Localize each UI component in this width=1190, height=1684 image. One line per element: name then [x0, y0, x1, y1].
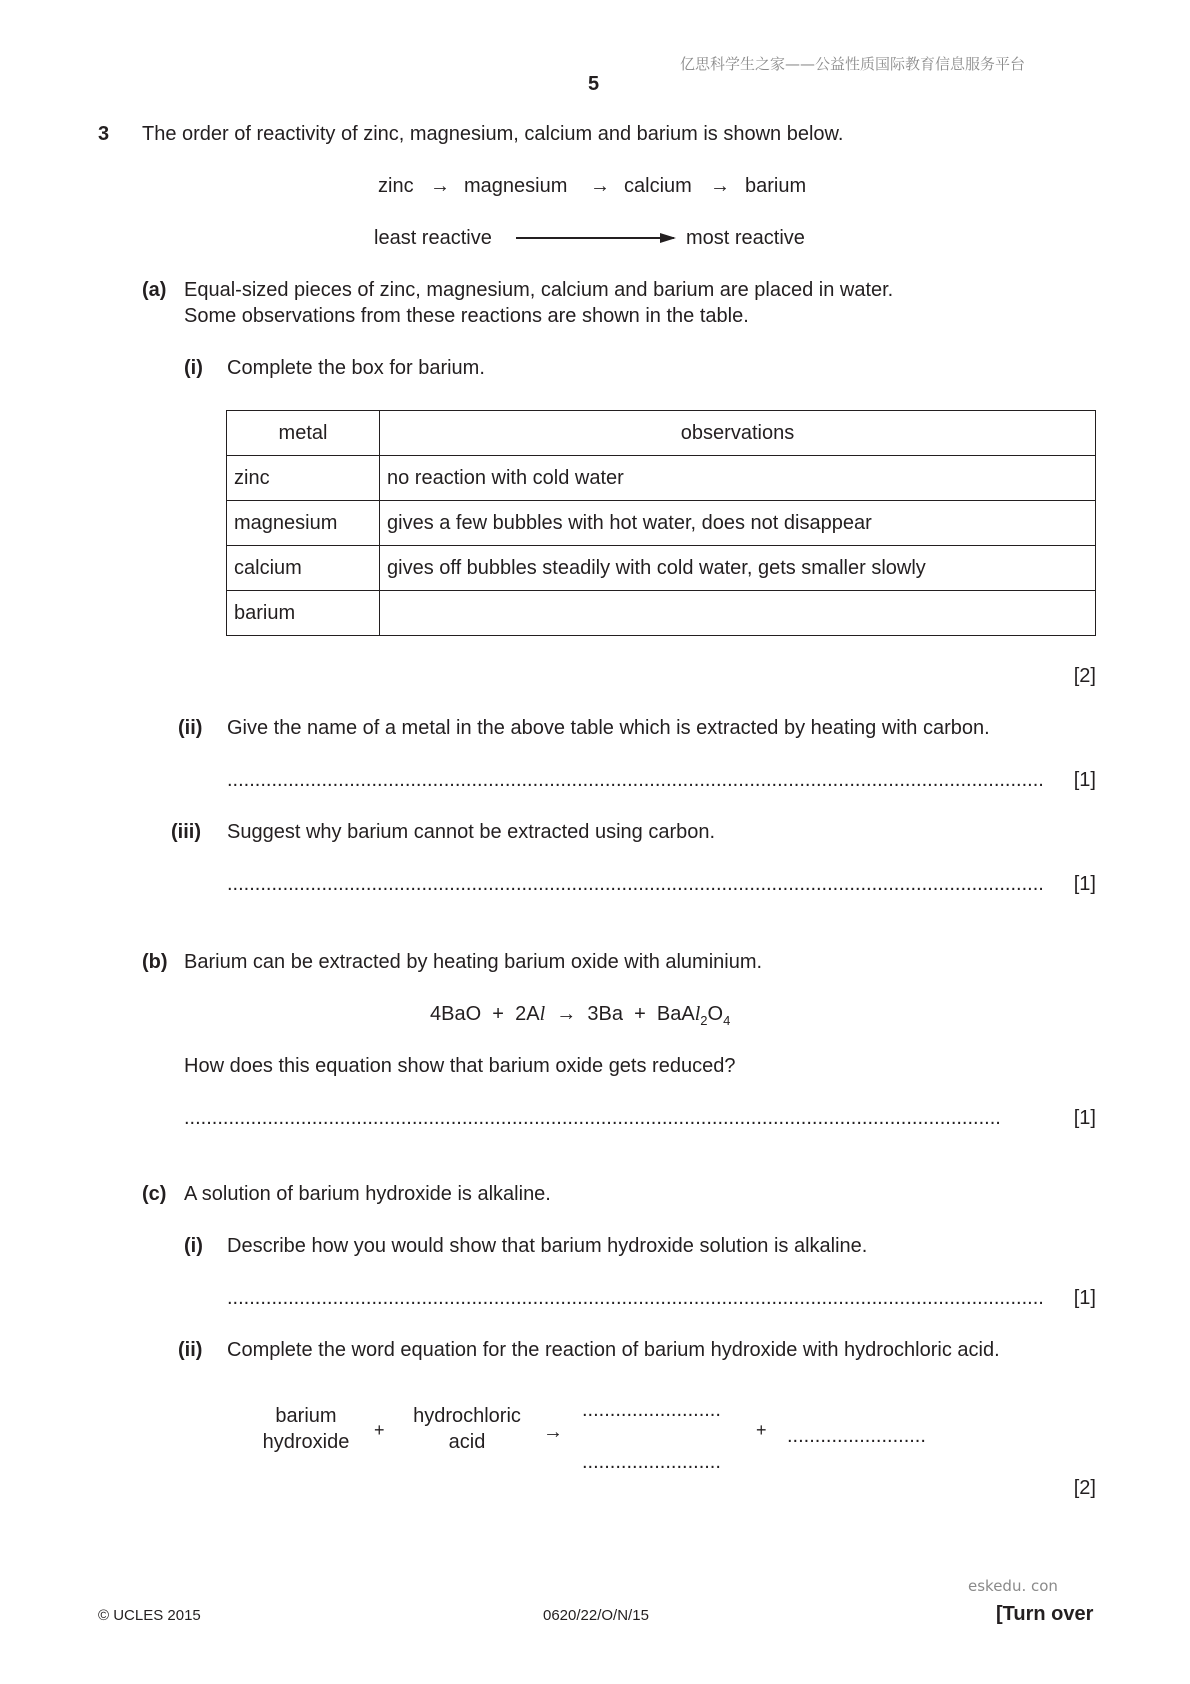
- watermark-top: 亿思科学生之家——公益性质国际教育信息服务平台: [680, 55, 1026, 73]
- part-b-answer-line[interactable]: ...................................................................................................................................................: [184, 1107, 1001, 1129]
- table-row: [227, 501, 1096, 546]
- part-a-ii-marks: [1]: [1073, 769, 1096, 791]
- part-a-ii-label: (ii): [178, 717, 203, 739]
- part-c-i-text: Describe how you would show that barium hydroxide solution is alkaline.: [227, 1235, 868, 1257]
- table-row: [227, 456, 1096, 501]
- eq-reactant-bao: 4BaO: [430, 1003, 482, 1025]
- part-c-ii-label: (ii): [178, 1339, 203, 1361]
- question-intro: The order of reactivity of zinc, magnesium, calcium and barium is shown below.: [142, 123, 844, 145]
- word-eq-reactant1-line2: hydroxide: [262, 1431, 350, 1453]
- table-header-metal: metal: [227, 411, 380, 456]
- eq-product-l: l: [694, 1003, 701, 1025]
- word-eq-plus-2: +: [756, 1420, 767, 1440]
- eq-reactant-al-l: l: [539, 1003, 546, 1025]
- table-header-observations: observations: [380, 411, 1096, 456]
- table-cell-metal: zinc: [227, 456, 380, 501]
- part-c-text: A solution of barium hydroxide is alkaline.: [184, 1183, 551, 1205]
- eq-plus-1: +: [492, 1003, 504, 1025]
- table-cell-metal: calcium: [227, 546, 380, 591]
- series-magnesium: magnesium: [464, 175, 568, 197]
- part-a-text-line1: Equal-sized pieces of zinc, magnesium, calcium and barium are placed in water.: [184, 279, 894, 301]
- copyright: © UCLES 2015: [98, 1607, 201, 1624]
- eq-product-o: O: [707, 1003, 724, 1025]
- turn-over: [Turn over: [996, 1603, 1094, 1625]
- word-eq-reactant2-line1: hydrochloric: [413, 1405, 521, 1427]
- eq-product-ba: 3Ba: [587, 1003, 623, 1025]
- part-b-question: How does this equation show that barium oxide gets reduced?: [184, 1055, 736, 1077]
- part-a-iii-label: (iii): [171, 821, 201, 843]
- page-number: 5: [588, 73, 600, 95]
- table-cell-observation: gives a few bubbles with hot water, does not disappear: [380, 501, 1096, 546]
- eq-reactant-al: 2A: [515, 1003, 540, 1025]
- part-a-iii-marks: [1]: [1073, 873, 1096, 895]
- part-c-i-answer-line[interactable]: ...................................................................................................................................................: [227, 1287, 1044, 1309]
- most-reactive-label: most reactive: [686, 227, 805, 249]
- word-eq-plus-1: +: [374, 1420, 385, 1440]
- series-calcium: calcium: [624, 175, 692, 197]
- least-reactive-label: least reactive: [374, 227, 492, 249]
- part-c-ii-marks: [2]: [1073, 1477, 1096, 1499]
- series-arrow-1: →: [430, 175, 450, 197]
- word-eq-arrow: →: [543, 1421, 563, 1443]
- part-a-ii-answer-line[interactable]: ...................................................................................................................................................: [227, 769, 1044, 791]
- word-eq-product1-answer-line2[interactable]: .........................: [582, 1451, 721, 1473]
- series-zinc: zinc: [378, 175, 414, 197]
- part-a-i-label: (i): [184, 357, 203, 379]
- table-row: [227, 591, 1096, 636]
- word-eq-product2-answer-line[interactable]: .........................: [787, 1425, 926, 1447]
- series-barium: barium: [745, 175, 807, 197]
- eq-arrow: →: [556, 1003, 577, 1025]
- part-c-label: (c): [142, 1183, 167, 1205]
- chemical-equation: [430, 1002, 730, 1026]
- word-eq-reactant2-line2: acid: [448, 1431, 486, 1453]
- part-c-i-label: (i): [184, 1235, 203, 1257]
- part-a-iii-text: Suggest why barium cannot be extracted using carbon.: [227, 821, 716, 843]
- table-header-row: [227, 411, 1096, 456]
- table-cell-observation: no reaction with cold water: [380, 456, 1096, 501]
- part-b-label: (b): [142, 951, 168, 973]
- paper-code: 0620/22/O/N/15: [543, 1607, 649, 1624]
- part-a-i-text: Complete the box for barium.: [227, 357, 485, 379]
- eq-product-sub-2: 2: [700, 1013, 708, 1028]
- eq-product-sub-4: 4: [723, 1013, 731, 1028]
- table-cell-metal: magnesium: [227, 501, 380, 546]
- observations-table: [226, 410, 1096, 636]
- series-arrow-2: →: [590, 175, 610, 197]
- eq-product-baal2o4: BaA: [656, 1003, 695, 1025]
- part-c-ii-text: Complete the word equation for the reaction of barium hydroxide with hydrochloric acid.: [227, 1339, 1000, 1361]
- part-a-text-line2: Some observations from these reactions are shown in the table.: [184, 305, 749, 327]
- watermark-bottom: eskedu. con: [968, 1577, 1058, 1595]
- part-a-ii-text: Give the name of a metal in the above table which is extracted by heating with carbon.: [227, 717, 990, 739]
- reactivity-arrow-line: [516, 237, 674, 239]
- table-cell-observation: gives off bubbles steadily with cold water, gets smaller slowly: [380, 546, 1096, 591]
- part-a-label: (a): [142, 279, 167, 301]
- eq-plus-2: +: [634, 1003, 646, 1025]
- word-eq-reactant1-line1: barium: [275, 1405, 337, 1427]
- part-a-i-marks: [2]: [1073, 665, 1096, 687]
- word-eq-product1-answer-line1[interactable]: .........................: [582, 1399, 721, 1421]
- reactivity-arrow-head: [660, 233, 676, 243]
- question-number: 3: [98, 123, 110, 145]
- series-arrow-3: →: [710, 175, 730, 197]
- part-b-marks: [1]: [1073, 1107, 1096, 1129]
- table-cell-metal: barium: [227, 591, 380, 636]
- part-a-iii-answer-line[interactable]: ...................................................................................................................................................: [227, 873, 1044, 895]
- part-c-i-marks: [1]: [1073, 1287, 1096, 1309]
- table-row: [227, 546, 1096, 591]
- barium-observation-answer-box[interactable]: [380, 591, 1096, 636]
- part-b-text: Barium can be extracted by heating barium oxide with aluminium.: [184, 951, 763, 973]
